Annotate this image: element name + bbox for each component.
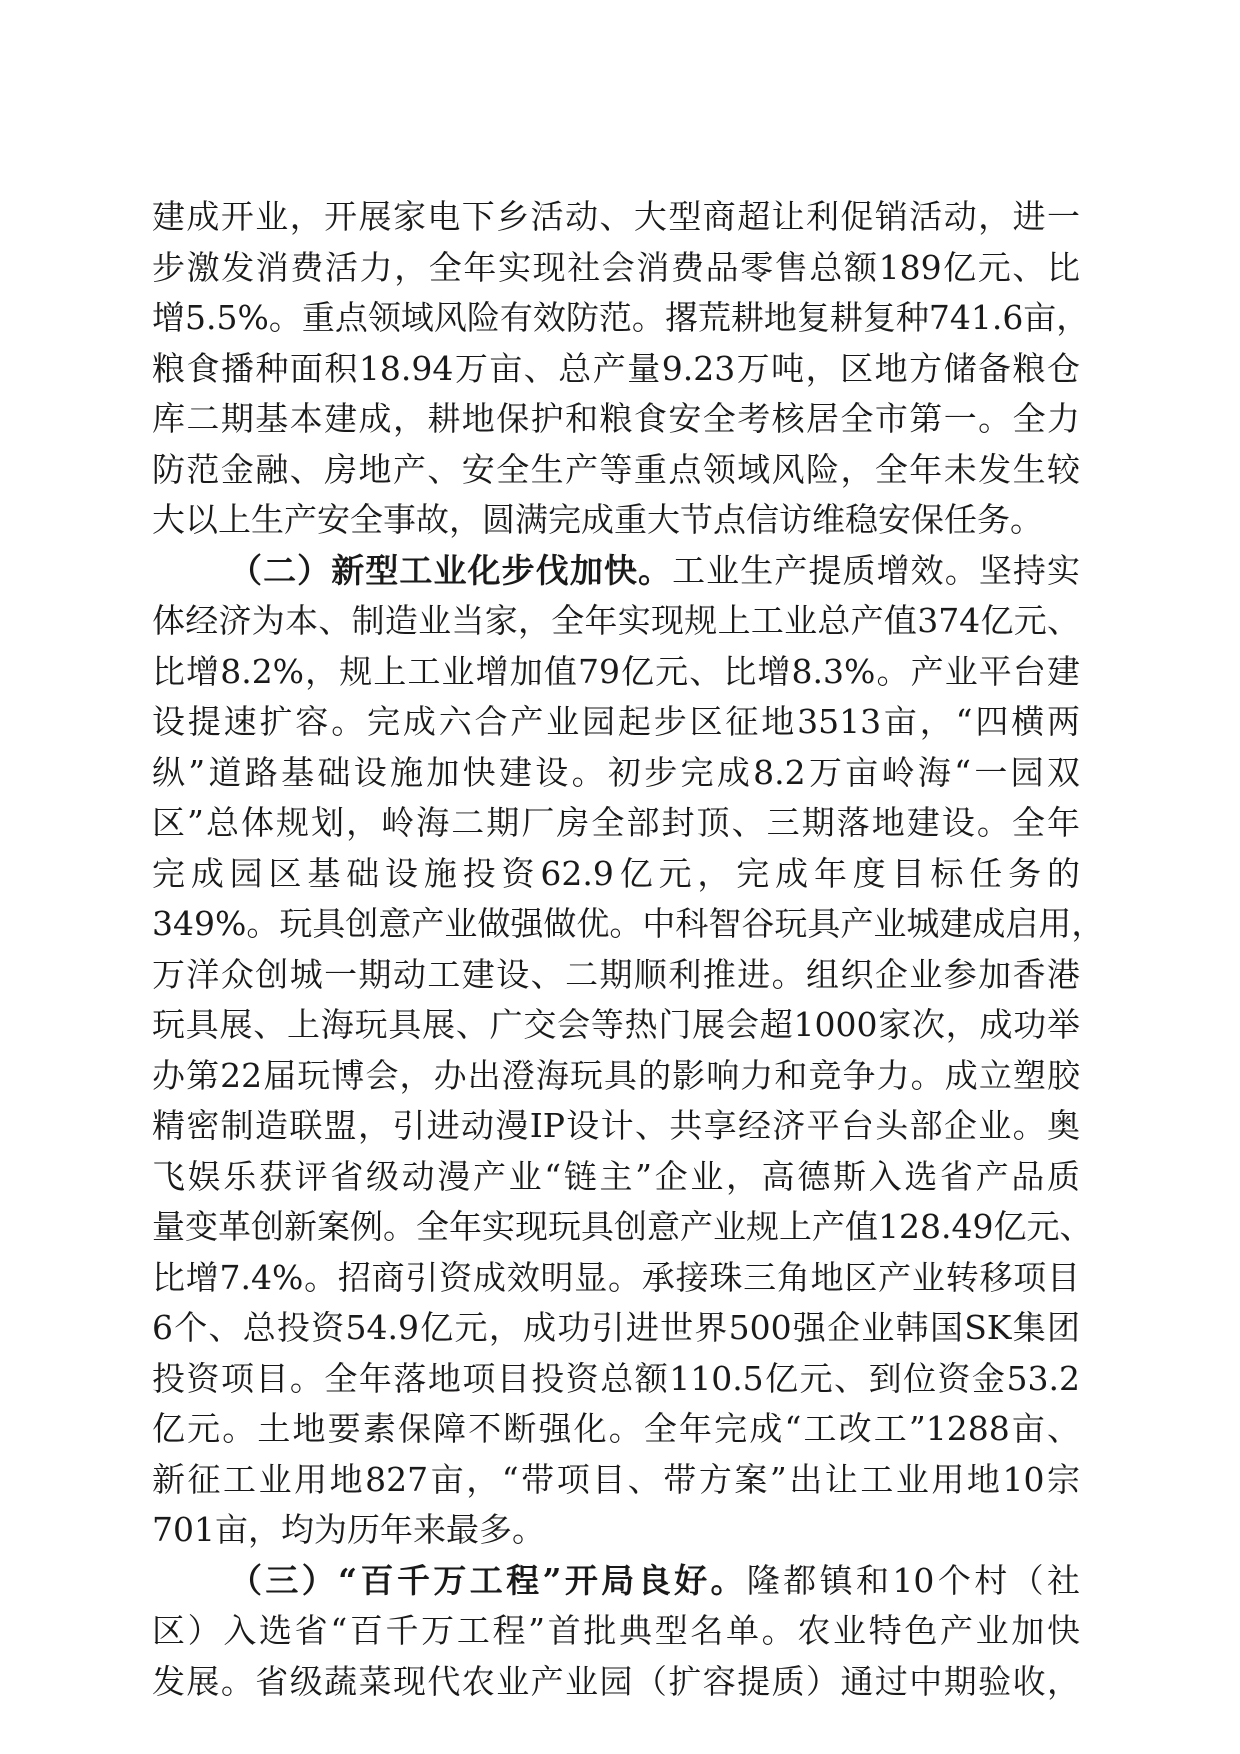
text-line: 增5.5%。重点领域风险有效防范。撂荒耕地复耕复种741.6亩， bbox=[152, 298, 1090, 337]
text-line: 701亩，均为历年来最多。 bbox=[152, 1510, 545, 1549]
text-line: 粮食播种面积18.94万亩、总产量9.23万吨，区地方储备粮仓 bbox=[152, 348, 1080, 388]
text-line: 万洋众创城一期动工建设、二期顺利推进。组织企业参加香港 bbox=[152, 954, 1080, 994]
text-line: 发展。省级蔬菜现代农业产业园（扩容提质）通过中期验收， bbox=[152, 1661, 1080, 1701]
section-heading-line bbox=[152, 1556, 1080, 1607]
text-line: 完成园区基础设施投资62.9亿元，完成年度目标任务的 bbox=[152, 853, 1080, 893]
text-line: 349%。玩具创意产业做强做优。中科智谷玩具产业城建成启用， bbox=[152, 904, 1105, 943]
text-line: 亿元。土地要素保障不断强化。全年完成“工改工”1288亩、 bbox=[152, 1409, 1080, 1448]
text-line: 6个、总投资54.9亿元，成功引进世界500强企业韩国SK集团 bbox=[152, 1308, 1080, 1347]
text-line: 比增7.4%。招商引资成效明显。承接珠三角地区产业转移项目 bbox=[152, 1257, 1080, 1297]
text-line: 办第22届玩博会，办出澄海玩具的影响力和竞争力。成立塑胶 bbox=[152, 1055, 1080, 1095]
text-line: 库二期基本建成，耕地保护和粮食安全考核居全市第一。全力 bbox=[152, 399, 1080, 438]
text-span: 工业生产提质增效。坚持实 bbox=[672, 550, 1081, 590]
text-line: 玩具展、上海玩具展、广交会等热门展会超1000家次，成功举 bbox=[152, 1005, 1080, 1044]
text-line: 纵”道路基础设施加快建设。初步完成8.2万亩岭海“一园双 bbox=[152, 752, 1080, 792]
text-line: 防范金融、房地产、安全生产等重点领域风险，全年未发生较 bbox=[152, 449, 1080, 489]
section-heading-line bbox=[152, 546, 1080, 597]
section-heading: （三）“百千万工程”开局良好。 bbox=[229, 1560, 747, 1600]
body-text bbox=[152, 192, 1105, 1707]
text-line: 大以上生产安全事故，圆满完成重大节点信访维稳安保任务。 bbox=[152, 500, 1043, 539]
text-line: 新征工业用地827亩，“带项目、带方案”出让工业用地10宗 bbox=[152, 1459, 1080, 1499]
text-line: 步激发消费活力，全年实现社会消费品零售总额189亿元、比 bbox=[152, 247, 1080, 287]
text-line: 区）入选省“百千万工程”首批典型名单。农业特色产业加快 bbox=[152, 1611, 1080, 1650]
section-heading: （二）新型工业化步伐加快。 bbox=[229, 550, 673, 590]
text-line: 飞娱乐获评省级动漫产业“链主”企业，高德斯入选省产品质 bbox=[152, 1156, 1080, 1196]
text-line: 精密制造联盟，引进动漫IP设计、共享经济平台头部企业。奥 bbox=[152, 1106, 1080, 1145]
text-span: 隆都镇和10个村（社 bbox=[746, 1560, 1080, 1600]
text-line: 比增8.2%，规上工业增加值79亿元、比增8.3%。产业平台建 bbox=[152, 651, 1080, 691]
text-line: 投资项目。全年落地项目投资总额110.5亿元、到位资金53.2 bbox=[152, 1358, 1080, 1398]
text-line: 体经济为本、制造业当家，全年实现规上工业总产值374亿元、 bbox=[152, 601, 1080, 640]
text-line: 建成开业，开展家电下乡活动、大型商超让利促销活动，进一 bbox=[152, 197, 1080, 236]
text-line: 区”总体规划，岭海二期厂房全部封顶、三期落地建设。全年 bbox=[152, 803, 1080, 842]
text-line: 量变革创新案例。全年实现玩具创意产业规上产值128.49亿元、 bbox=[152, 1207, 1093, 1246]
text-line: 设提速扩容。完成六合产业园起步区征地3513亩，“四横两 bbox=[152, 702, 1080, 741]
